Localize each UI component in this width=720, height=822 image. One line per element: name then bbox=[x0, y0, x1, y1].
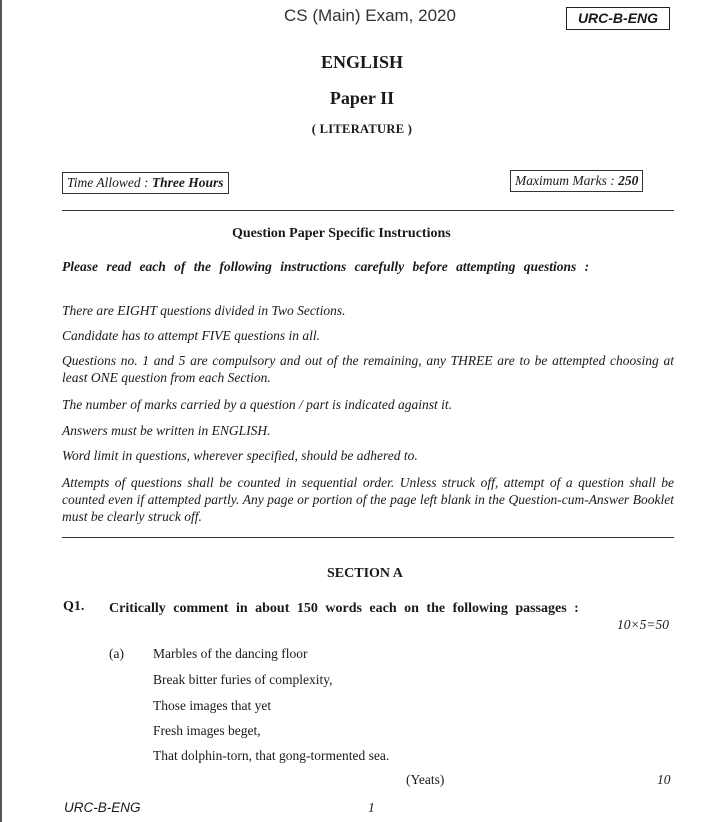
instruction-item: Candidate has to attempt FIVE questions in all. bbox=[62, 328, 320, 343]
instructions-title: Question Paper Specific Instructions bbox=[232, 226, 451, 241]
poem-line: Fresh images beget, bbox=[153, 723, 261, 738]
question-marks: 10×5=50 bbox=[617, 617, 669, 632]
part-label: (a) bbox=[109, 646, 124, 661]
paper-subtitle: ( LITERATURE ) bbox=[311, 122, 413, 136]
instructions-lead: Please read each of the following instructions carefully before attempting questions : bbox=[62, 259, 590, 274]
poem-author: (Yeats) bbox=[406, 772, 445, 787]
instruction-item: Questions no. 1 and 5 are compulsory and out of the remaining, any THREE are to be attempted choosing at least ONE question from each Section. bbox=[62, 353, 674, 385]
instruction-item: Answers must be written in ENGLISH. bbox=[62, 423, 271, 438]
marks-label: Maximum Marks : bbox=[515, 173, 619, 188]
paper-code-box: URC-B-ENG bbox=[566, 7, 670, 30]
poem-line: Break bitter furies of complexity, bbox=[153, 672, 333, 687]
instruction-item: The number of marks carried by a question / part is indicated against it. bbox=[62, 397, 452, 412]
instruction-item: There are EIGHT questions divided in Two Sections. bbox=[62, 303, 346, 318]
poem-line: Those images that yet bbox=[153, 698, 272, 713]
divider bbox=[62, 537, 674, 538]
section-title: SECTION A bbox=[327, 566, 403, 581]
poem-line: Marbles of the dancing floor bbox=[153, 646, 308, 661]
time-allowed-box bbox=[62, 172, 229, 194]
page-number: 1 bbox=[368, 800, 375, 815]
question-text: Critically comment in about 150 words each on the following passages : bbox=[109, 601, 579, 616]
subject-title: ENGLISH bbox=[320, 52, 404, 72]
instruction-item: Attempts of questions shall be counted in sequential order. Unless struck off, attempt of a question shall be counted even if attempted partly. Any page or portion of the page left blank in the Question-cum-Answer Booklet must be clearly struck off. bbox=[62, 475, 674, 524]
time-value: Three Hours bbox=[151, 175, 224, 190]
exam-name: CS (Main) Exam, 2020 bbox=[284, 6, 456, 25]
time-label: Time Allowed : bbox=[67, 175, 152, 190]
part-marks: 10 bbox=[657, 772, 671, 787]
marks-value: 250 bbox=[618, 173, 639, 188]
divider bbox=[62, 210, 674, 211]
paper-title: Paper II bbox=[329, 88, 395, 108]
maximum-marks-box bbox=[510, 170, 643, 192]
question-number: Q1. bbox=[63, 599, 85, 614]
poem-line: That dolphin-torn, that gong-tormented sea. bbox=[153, 748, 390, 763]
instruction-item: Word limit in questions, wherever specified, should be adhered to. bbox=[62, 448, 418, 463]
footer-paper-code: URC-B-ENG bbox=[64, 800, 141, 815]
